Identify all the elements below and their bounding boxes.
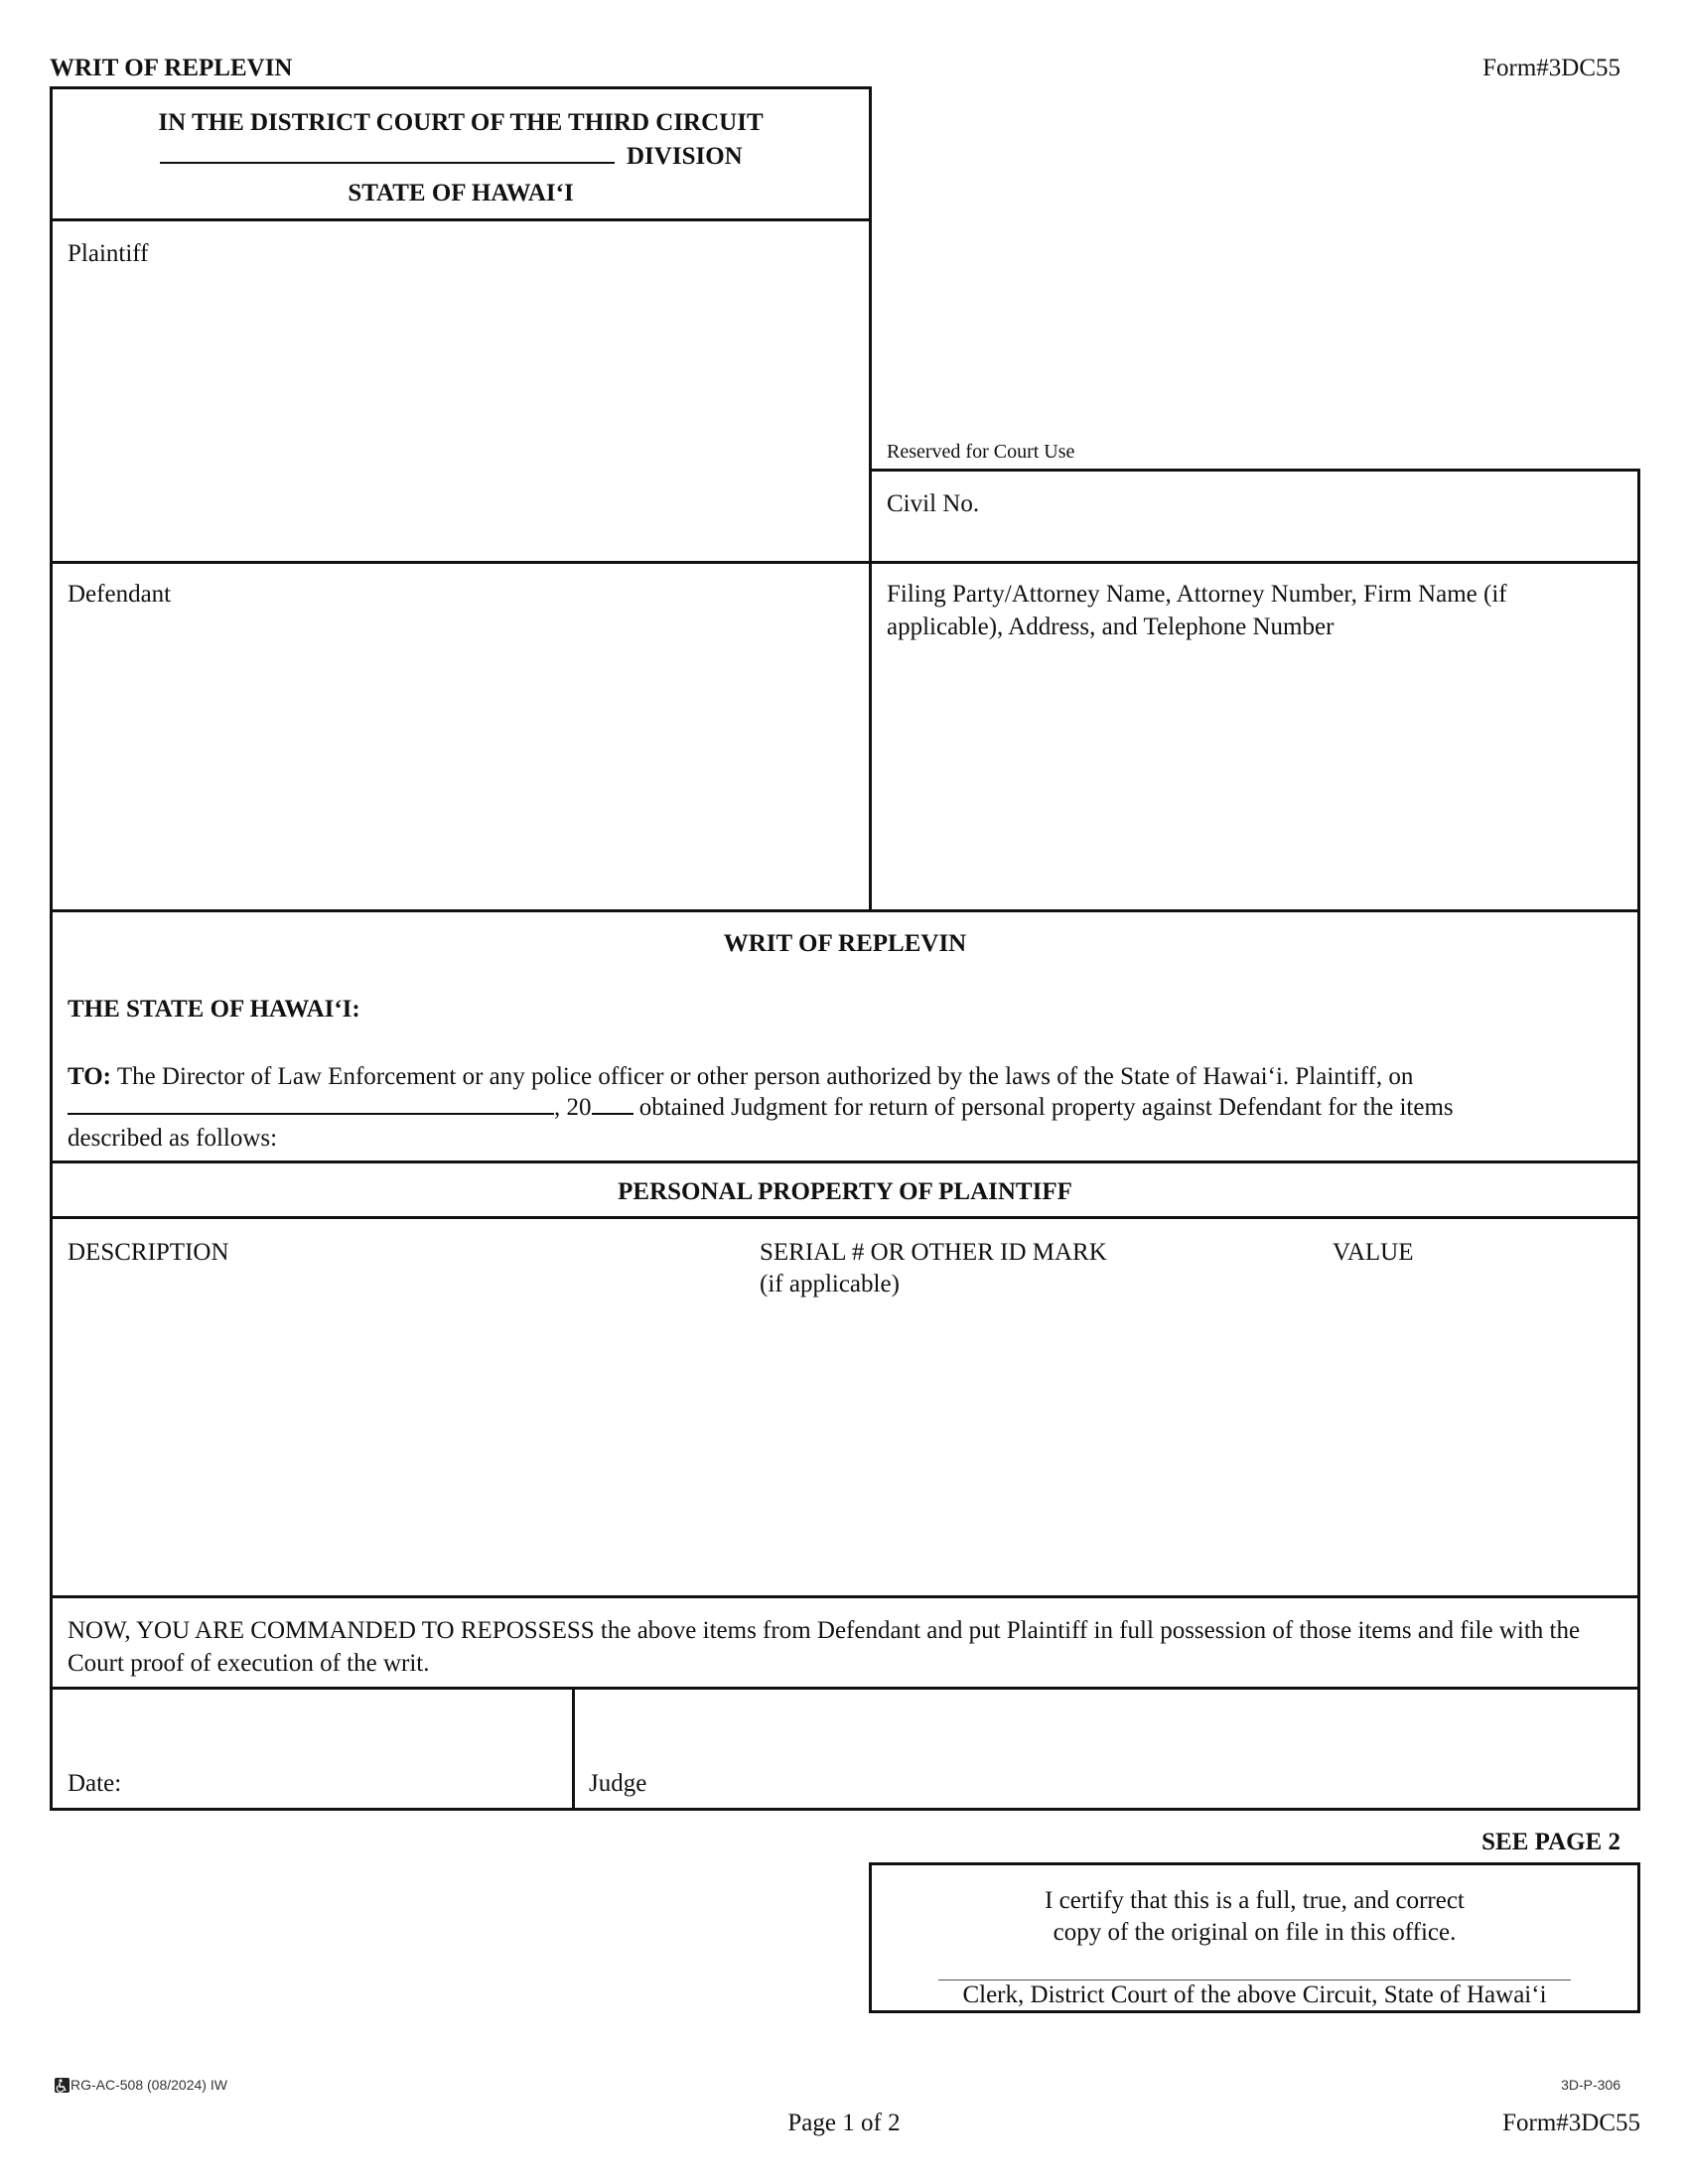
certify-line-2: copy of the original on file in this office. [1053, 1919, 1457, 1946]
plaintiff-label: Plaintiff [68, 240, 149, 267]
date-label: Date: [68, 1770, 122, 1797]
page-number: Page 1 of 2 [787, 2110, 901, 2136]
accessibility-icon [55, 2078, 70, 2093]
property-heading: PERSONAL PROPERTY OF PLAINTIFF [618, 1178, 1072, 1205]
judgment-text: obtained Judgment for return of personal property against Defendant for the items [638, 1094, 1454, 1121]
see-page-2: SEE PAGE 2 [1481, 1829, 1620, 1855]
to-text: The Director of Law Enforcement or any police officer or other person authorized by the laws of the State of Hawai‘i. Plaintiff, on [116, 1063, 1414, 1090]
civil-no-box[interactable] [869, 469, 1640, 564]
judge-box[interactable] [572, 1687, 1640, 1811]
division-blank[interactable] [160, 142, 615, 164]
judgment-year-blank[interactable] [592, 1093, 633, 1115]
writ-box [50, 909, 1640, 1163]
judgment-line [68, 1091, 1626, 1124]
court-name: IN THE DISTRICT COURT OF THE THIRD CIRCUIT [158, 109, 764, 136]
division-label: DIVISION [627, 143, 743, 170]
certification-box [869, 1862, 1640, 2013]
filing-party-box[interactable] [869, 561, 1640, 912]
judgment-date-blank[interactable] [68, 1093, 554, 1115]
command-box [50, 1595, 1640, 1690]
division-line [160, 140, 756, 173]
col-value: VALUE [1333, 1239, 1414, 1266]
judge-label: Judge [589, 1770, 647, 1797]
to-label: TO: [68, 1063, 111, 1090]
footer-form-code: RG-AC-508 (08/2024) IW [55, 2077, 227, 2093]
col-serial: SERIAL # OR OTHER ID MARK [760, 1239, 1107, 1266]
writ-title: WRIT OF REPLEVIN [723, 930, 967, 957]
footer-ref-code: 3D-P-306 [1561, 2077, 1620, 2093]
writ-state-heading: THE STATE OF HAWAI‘I: [68, 996, 360, 1023]
filing-party-label: Filing Party/Attorney Name, Attorney Number, Firm Name (if applicable), Address, and Telephone Number [887, 581, 1507, 640]
date-box[interactable] [50, 1687, 575, 1811]
col-serial-note: (if applicable) [760, 1271, 900, 1297]
clerk-label: Clerk, District Court of the above Circuit, State of Hawai‘i [962, 1981, 1547, 2008]
reserved-court-use-label: Reserved for Court Use [887, 441, 1075, 463]
described-as-follows: described as follows: [68, 1125, 278, 1152]
civil-no-label: Civil No. [887, 490, 980, 517]
plaintiff-box[interactable] [50, 218, 872, 564]
court-state: STATE OF HAWAI‘I [348, 180, 574, 206]
command-text: NOW, YOU ARE COMMANDED TO REPOSSESS the above items from Defendant and put Plaintiff in full possession of those items and file with the Court proof of execution of the writ. [68, 1617, 1581, 1677]
court-caption-box [50, 86, 872, 221]
judgment-year-prefix: , 20 [554, 1094, 592, 1121]
certify-line-1: I certify that this is a full, true, and correct [1045, 1887, 1465, 1914]
form-number: Form#3DC55 [1482, 55, 1620, 81]
defendant-box[interactable] [50, 561, 872, 912]
property-heading-box [50, 1160, 1640, 1219]
footer-form-number: Form#3DC55 [1502, 2110, 1640, 2136]
writ-to-line [68, 1060, 1626, 1093]
property-table[interactable] [50, 1216, 1640, 1598]
defendant-label: Defendant [68, 581, 172, 608]
document-title: WRIT OF REPLEVIN [50, 55, 293, 81]
col-description: DESCRIPTION [68, 1239, 229, 1266]
